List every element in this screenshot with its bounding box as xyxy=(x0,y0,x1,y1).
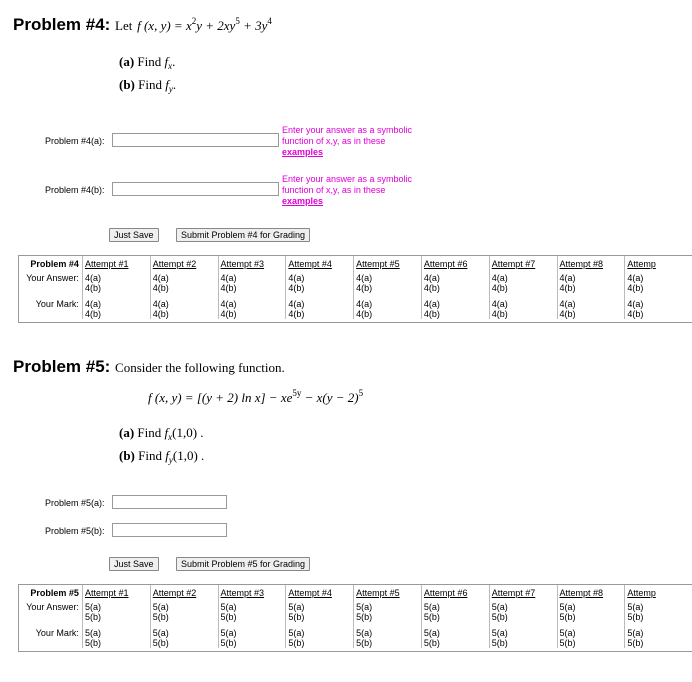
attempt-link[interactable]: Attempt #4 xyxy=(286,256,354,273)
problem-5b-input[interactable] xyxy=(112,523,227,537)
attempt-link[interactable]: Attemp xyxy=(625,585,692,602)
attempt-link[interactable]: Attempt #1 xyxy=(82,585,150,602)
problem-5-part-b: (b) Find $f_y(1,0)$ . xyxy=(119,448,205,465)
problem-4-submit-button[interactable]: Submit Problem #4 for Grading xyxy=(176,228,310,242)
attempt-link[interactable]: Attempt #6 xyxy=(421,256,489,273)
problem-4b-label: Problem #4(b): xyxy=(45,185,105,195)
attempt-link[interactable]: Attempt #5 xyxy=(354,585,422,602)
problem-4a-hint: Enter your answer as a symbolic function of x,y, as in these examples xyxy=(282,125,413,157)
problem-4-attempts-table xyxy=(18,255,692,323)
problem-4-save-button[interactable]: Just Save xyxy=(109,228,159,242)
problem-5b-label: Problem #5(b): xyxy=(45,526,105,536)
problem-4b-hint: Enter your answer as a symbolic function of x,y, as in these examples xyxy=(282,174,413,206)
problem-4-part-a: (a) Find $f_x$. xyxy=(119,54,176,71)
attempt-link[interactable]: Attempt #4 xyxy=(286,585,354,602)
problem-4a-input[interactable] xyxy=(112,133,279,147)
problem-5-formula: f (x, y) = [(y + 2) $\ln x] - xe^{5y} - x(y - 2)^5$ xyxy=(148,388,364,405)
table-corner: Problem #4 xyxy=(30,259,79,269)
problem-5-part-a: (a) Find $f_x(1,0)$ . xyxy=(119,425,204,442)
problem-5-title: Problem #5: xyxy=(13,357,111,376)
attempt-link[interactable]: Attempt #3 xyxy=(218,256,286,273)
attempt-link[interactable]: Attempt #1 xyxy=(82,256,150,273)
problem-4-intro: Let xyxy=(115,18,133,33)
attempt-link[interactable]: Attemp xyxy=(625,256,692,273)
problem-4a-examples-link[interactable]: examples xyxy=(282,147,324,157)
table-corner: Problem #5 xyxy=(30,588,79,598)
problem-4b-input[interactable] xyxy=(112,182,279,196)
problem-5a-label: Problem #5(a): xyxy=(45,498,105,508)
problem-5-intro: Consider the following function. xyxy=(115,360,285,375)
problem-4-heading xyxy=(13,15,272,35)
problem-5-heading xyxy=(13,357,285,377)
attempt-link[interactable]: Attempt #5 xyxy=(354,256,422,273)
attempt-link[interactable]: Attempt #8 xyxy=(557,585,625,602)
problem-5-attempts-table xyxy=(18,584,692,652)
attempt-link[interactable]: Attempt #6 xyxy=(421,585,489,602)
attempt-link[interactable]: Attempt #3 xyxy=(218,585,286,602)
attempt-link[interactable]: Attempt #7 xyxy=(489,256,557,273)
answer-row: Your Answer: 5(a) 5(b) 5(a) 5(b) 5(a) 5(b) 5(a) 5(b) 5(a) 5(b) 5(a) 5(b) 5(a) 5(b) 5(a) 5(b) 5(a) 5(b) xyxy=(19,602,692,622)
attempt-link[interactable]: Attempt #7 xyxy=(489,585,557,602)
attempt-link[interactable]: Attempt #2 xyxy=(150,585,218,602)
problem-4-part-b: (b) Find $f_y$. xyxy=(119,77,177,94)
mark-row: Your Mark: 5(a) 5(b) 5(a) 5(b) 5(a) 5(b) 5(a) 5(b) 5(a) 5(b) 5(a) 5(b) 5(a) 5(b) 5(a) 5(b) 5(a) 5(b) xyxy=(19,622,692,648)
problem-5-save-button[interactable]: Just Save xyxy=(109,557,159,571)
problem-5a-input[interactable] xyxy=(112,495,227,509)
attempt-link[interactable]: Attempt #2 xyxy=(150,256,218,273)
mark-row: Your Mark: 4(a) 4(b) 4(a) 4(b) 4(a) 4(b) 4(a) 4(b) 4(a) 4(b) 4(a) 4(b) 4(a) 4(b) 4(a) 4(b) 4(a) 4(b) xyxy=(19,293,692,319)
answer-row: Your Answer: 4(a) 4(b) 4(a) 4(b) 4(a) 4(b) 4(a) 4(b) 4(a) 4(b) 4(a) 4(b) 4(a) 4(b) 4(a) 4(b) 4(a) 4(b) xyxy=(19,273,692,293)
problem-4b-examples-link[interactable]: examples xyxy=(282,196,324,206)
problem-4-title: Problem #4: xyxy=(13,15,111,34)
problem-4-function: f (x, $y) = x^2y + 2xy^5 + 3y^4$ xyxy=(137,16,272,33)
problem-4a-label: Problem #4(a): xyxy=(45,136,105,146)
attempt-link[interactable]: Attempt #8 xyxy=(557,256,625,273)
problem-5-submit-button[interactable]: Submit Problem #5 for Grading xyxy=(176,557,310,571)
